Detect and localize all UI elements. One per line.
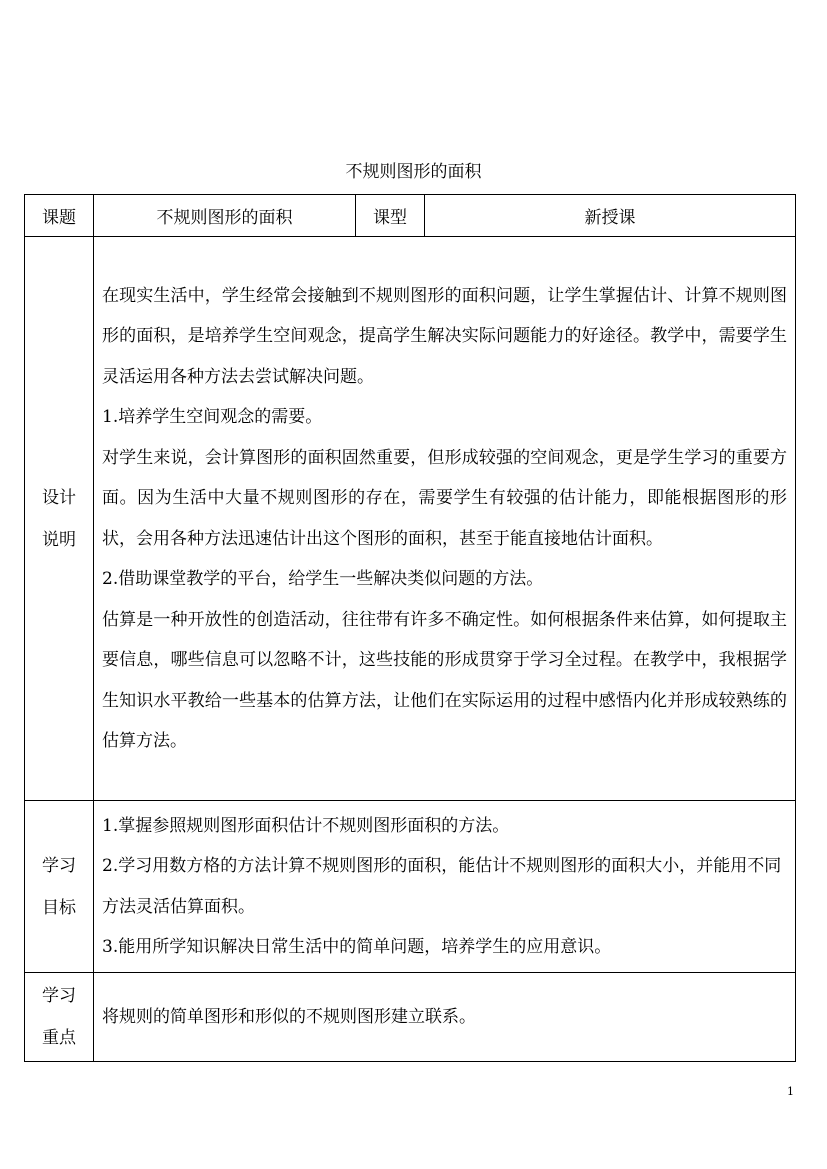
focus-label bbox=[25, 973, 94, 1062]
objectives-content bbox=[94, 801, 796, 973]
type-label: 课型 bbox=[356, 195, 425, 237]
topic-value: 不规则图形的面积 bbox=[94, 195, 356, 237]
topic-label: 课题 bbox=[25, 195, 94, 237]
type-value: 新授课 bbox=[425, 195, 796, 237]
objective-item: 3.能用所学知识解决日常生活中的简单问题，培养学生的应用意识。 bbox=[102, 937, 612, 957]
design-label-line1: 设计 bbox=[42, 487, 76, 508]
document-title: 不规则图形的面积 bbox=[345, 162, 482, 182]
design-label bbox=[25, 237, 94, 801]
design-content bbox=[94, 237, 796, 801]
page-number: 1 bbox=[787, 1085, 794, 1098]
design-paragraph: 在现实生活中，学生经常会接触到不规则图形的面积问题，让学生掌握估计、计算不规则图形的面积，是培养学生空间观念，提高学生解决实际问题能力的好途径。教学中，需要学生灵活运用各种方法去尝试解决问题。 bbox=[102, 285, 787, 387]
design-paragraph: 估算是一种开放性的创造活动，往往带有许多不确定性。如何根据条件来估算，如何提取主要信息，哪些信息可以忽略不计，这些技能的形成贯穿于学习全过程。在教学中，我根据学生知识水平教给一些基本的估算方法，让他们在实际运用的过程中感悟内化并形成较熟练的估算方法。 bbox=[102, 609, 787, 751]
objectives-label bbox=[25, 801, 94, 973]
objective-item: 2.学习用数方格的方法计算不规则图形的面积，能估计不规则图形的面积大小，并能用不同方法灵活估算面积。 bbox=[102, 856, 782, 917]
focus-row bbox=[25, 973, 796, 1062]
focus-label-line1: 学习 bbox=[42, 986, 76, 1006]
design-row bbox=[25, 237, 796, 801]
objectives-label-line1: 学习 bbox=[42, 855, 76, 876]
design-label-line2: 说明 bbox=[42, 529, 76, 550]
design-paragraph: 对学生来说，会计算图形的面积固然重要，但形成较强的空间观念，更是学生学习的重要方面。因为生活中大量不规则图形的存在，需要学生有较强的估计能力，即能根据图形的形状，会用各种方法迅速估计出这个图形的面积，甚至于能直接地估计面积。 bbox=[102, 447, 787, 549]
design-paragraph: 2.借助课堂教学的平台，给学生一些解决类似问题的方法。 bbox=[102, 569, 544, 589]
focus-content: 将规则的简单图形和形似的不规则图形建立联系。 bbox=[94, 973, 796, 1062]
lesson-plan-table bbox=[24, 194, 796, 1062]
objective-item: 1.掌握参照规则图形面积估计不规则图形面积的方法。 bbox=[102, 815, 510, 836]
design-paragraph: 1.培养学生空间观念的需要。 bbox=[102, 407, 323, 427]
header-row bbox=[25, 195, 796, 237]
objectives-label-line2: 目标 bbox=[42, 897, 76, 918]
objectives-row bbox=[25, 801, 796, 973]
focus-label-line2: 重点 bbox=[42, 1028, 76, 1048]
